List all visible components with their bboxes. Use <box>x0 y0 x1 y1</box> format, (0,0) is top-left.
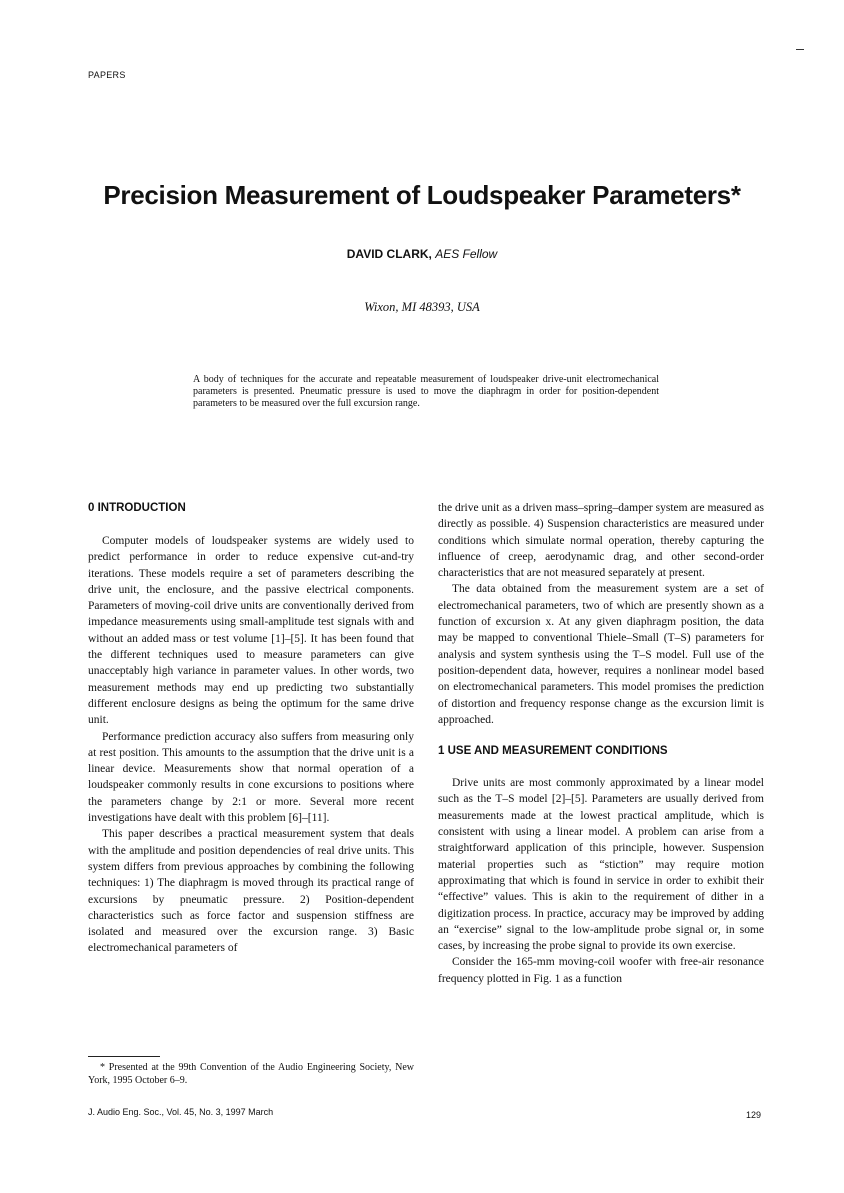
corner-registration-mark <box>796 49 804 50</box>
section1-paragraph-2: Consider the 165-mm moving-coil woofer with free-air resonance frequency plotted in Fig. 1 as a function <box>438 956 764 985</box>
section-heading-use-and-measurement: 1 USE AND MEASUREMENT CONDITIONS <box>438 745 668 758</box>
affiliation: Wixon, MI 48393, USA <box>364 300 480 314</box>
intro-paragraph-4: The data obtained from the measurement system are a set of electromechanical parameters, two of which are presently shown as a function of excursion x. At any given diaphragm position, the data may be mapped to conventional Thiele–Small (T–S) parameters for analysis and system synthesis using the T–S model. Full use of the position-dependent data, however, requires a nonlinear model based on electromechanical parameters. This model promises the prediction of distortion and frequency response change as the excursion limit is approached. <box>438 583 764 726</box>
intro-paragraph-3: This paper describes a practical measurement system that deals with the amplitude and position dependencies of real drive units. This system differs from previous approaches by combining the following techniques: 1) The diaphragm is moved through its practical range of excursions by pneumatic pressure. 2) Position-dependent characteristics such as force factor and suspension stiffness are isolated and measured over the excursion range. 3) Basic electromechanical parameters of <box>88 828 414 955</box>
intro-paragraph-3-continued: the drive unit as a driven mass–spring–damper system are measured as directly as possible. 4) Suspension characteristics are measured under conditions which simulate normal operation, thereby capturing the influence of creep, aerodynamic drag, and other second-order characteristics that are not measured separately at present. <box>438 502 764 580</box>
section1-paragraph-1: Drive units are most commonly approximated by a linear model such as the T–S model [2]–[5]. Parameters are usually derived from measurements made at the lowest practical amplitude, which is consistent with using a linear model. A problem can arise from a straightforward application of this principle, however. Suspension material properties such as “stiction” may require motion approximating that which is found in service in order to exhibit their “effective” values. This is akin to the requirement of dither in a digitization process. In practice, accuracy may be improved by adding an “exercise” signal to the low-amplitude probe signal or, in some cases, by increasing the probe signal to provide its own exercise. <box>438 777 764 953</box>
left-column <box>88 500 414 957</box>
footnote-rule <box>88 1056 160 1057</box>
abstract: A body of techniques for the accurate and repeatable measurement of loudspeaker drive-unit electromechanical parameters is presented. Pneumatic pressure is used to move the diaphragm in order for position-dependent parameters to be measured over the full excursion range. <box>193 374 659 410</box>
intro-paragraph-2: Performance prediction accuracy also suffers from measuring only at rest position. This amounts to the assumption that the drive unit is a linear device. Measurements show that normal operation of a loudspeaker commonly results in cone excursions to positions where the parameters change by 2:1 or more. Several more recent investigations have dealt with this problem [6]–[11]. <box>88 730 414 825</box>
author-line <box>0 247 844 261</box>
footer-page-number: 129 <box>746 1110 762 1120</box>
section-heading-introduction: 0 INTRODUCTION <box>88 502 186 514</box>
right-column <box>438 500 764 987</box>
author-name: DAVID CLARK, <box>346 247 432 261</box>
intro-paragraph-1: Computer models of loudspeaker systems are widely used to predict performance in order to reduce expensive cut-and-try iterations. These models require a set of parameters describing the drive unit, the enclosure, and the passive electrical components. Parameters of moving-coil drive units are conventionally derived from impedance measurements using small-amplitude test signals with and without an added mass or test volume [1]–[5]. It has been found that the different techniques used to measure parameters can give unacceptably high variance in parameter values. In other words, two measurement methods may end up predicting two substantially different enclosure designs as being the optimum for the same drive unit. <box>88 535 414 727</box>
footnote: * Presented at the 99th Convention of the Audio Engineering Society, New York, 1995 October 6–9. <box>88 1062 414 1086</box>
footer-journal-citation: J. Audio Eng. Soc., Vol. 45, No. 3, 1997 March <box>88 1107 274 1117</box>
author-role: AES Fellow <box>435 247 498 261</box>
running-head: PAPERS <box>88 70 126 80</box>
paper-title: Precision Measurement of Loudspeaker Parameters* <box>103 180 741 211</box>
